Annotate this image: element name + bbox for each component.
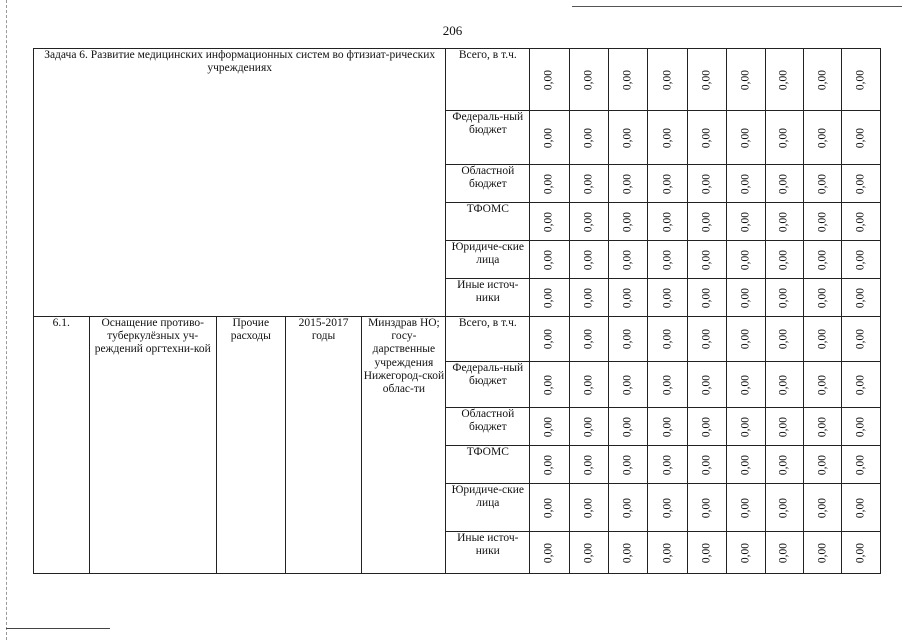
funding-source-cell: Областной бюджет [446,165,530,203]
value-text: 0,00 [816,542,829,563]
value-text: 0,00 [854,69,867,90]
value-text: 0,00 [739,69,752,90]
value-text: 0,00 [621,127,634,148]
value-cell [765,484,803,532]
value-text: 0,00 [621,416,634,437]
value-text: 0,00 [854,249,867,270]
value-cell [727,279,765,317]
value-text: 0,00 [739,173,752,194]
value-text: 0,00 [661,374,674,395]
value-cell [530,165,569,203]
value-cell [765,165,803,203]
value-cell [804,484,842,532]
value-text: 0,00 [816,249,829,270]
value-cell [804,279,842,317]
funding-source-cell: ТФОМС [446,446,530,484]
value-text: 0,00 [854,374,867,395]
value-cell [842,279,881,317]
value-cell [687,49,726,111]
value-text: 0,00 [739,328,752,350]
value-cell [842,317,881,362]
value-cell [648,532,687,574]
value-cell [530,484,569,532]
value-text: 0,00 [661,542,674,563]
value-text: 0,00 [777,127,790,148]
value-text: 0,00 [816,374,829,395]
value-cell [530,203,569,241]
value-text: 0,00 [700,416,713,437]
value-cell [609,203,648,241]
value-cell [530,532,569,574]
value-cell [687,111,726,165]
value-cell [804,362,842,408]
value-cell [765,241,803,279]
value-cell [648,165,687,203]
value-cell [609,165,648,203]
value-text: 0,00 [621,249,634,270]
value-cell [765,279,803,317]
value-cell [687,165,726,203]
value-cell [609,532,648,574]
value-cell [569,362,608,408]
value-cell [609,241,648,279]
value-text: 0,00 [542,416,555,437]
value-text: 0,00 [661,328,674,350]
value-text: 0,00 [621,211,634,232]
value-text: 0,00 [739,374,752,395]
value-text: 0,00 [542,328,555,350]
value-text: 0,00 [777,287,790,308]
funding-source-cell: Федераль-ный бюджет [446,111,530,165]
period: 2015-2017 годы [285,317,362,574]
value-text: 0,00 [777,249,790,270]
value-cell [842,241,881,279]
value-cell [530,362,569,408]
value-cell [569,408,608,446]
value-text: 0,00 [582,497,595,518]
value-cell [569,446,608,484]
value-text: 0,00 [542,127,555,148]
item-number: 6.1. [34,317,90,574]
bottom-rule [6,628,110,629]
top-rule [572,6,902,7]
value-cell [687,446,726,484]
value-text: 0,00 [542,211,555,232]
value-text: 0,00 [777,211,790,232]
margin-dash-line [6,0,7,640]
value-text: 0,00 [542,173,555,194]
value-cell [648,49,687,111]
value-cell [842,165,881,203]
value-text: 0,00 [700,211,713,232]
value-cell [804,408,842,446]
funding-source-cell: Федераль-ный бюджет [446,362,530,408]
value-cell [727,408,765,446]
value-cell [804,203,842,241]
value-cell [804,446,842,484]
value-text: 0,00 [700,287,713,308]
value-cell [687,532,726,574]
value-text: 0,00 [542,69,555,90]
value-text: 0,00 [582,211,595,232]
value-cell [727,203,765,241]
value-cell [530,241,569,279]
funding-source-cell: Всего, в т.ч. [446,49,530,111]
value-text: 0,00 [700,69,713,90]
value-text: 0,00 [777,69,790,90]
value-text: 0,00 [582,127,595,148]
value-cell [765,532,803,574]
value-text: 0,00 [816,328,829,350]
value-cell [648,317,687,362]
value-cell [569,532,608,574]
value-text: 0,00 [621,454,634,475]
value-text: 0,00 [854,328,867,350]
value-cell [609,408,648,446]
value-cell [609,484,648,532]
value-cell [842,446,881,484]
value-cell [687,279,726,317]
value-text: 0,00 [700,497,713,518]
value-text: 0,00 [816,287,829,308]
value-text: 0,00 [582,249,595,270]
value-text: 0,00 [542,249,555,270]
value-text: 0,00 [621,374,634,395]
value-cell [609,317,648,362]
value-cell [648,203,687,241]
value-cell [842,111,881,165]
value-text: 0,00 [777,454,790,475]
value-text: 0,00 [739,249,752,270]
value-text: 0,00 [661,454,674,475]
value-text: 0,00 [739,211,752,232]
value-cell [842,362,881,408]
value-text: 0,00 [777,328,790,350]
value-text: 0,00 [854,173,867,194]
value-cell [648,362,687,408]
value-cell [765,317,803,362]
funding-source-cell: Юридиче-ские лица [446,241,530,279]
table-row [34,49,881,111]
value-cell [765,111,803,165]
funding-source-cell: Областной бюджет [446,408,530,446]
value-cell [648,446,687,484]
value-cell [765,446,803,484]
value-text: 0,00 [739,497,752,518]
value-text: 0,00 [854,287,867,308]
value-cell [530,49,569,111]
value-cell [530,111,569,165]
value-cell [842,203,881,241]
value-text: 0,00 [739,287,752,308]
value-cell [530,279,569,317]
value-text: 0,00 [739,127,752,148]
value-cell [727,484,765,532]
value-cell [609,279,648,317]
value-cell [687,362,726,408]
funding-source-cell: Иные источ-ники [446,279,530,317]
value-cell [648,111,687,165]
value-cell [530,446,569,484]
table-row [34,317,881,362]
value-text: 0,00 [661,287,674,308]
value-text: 0,00 [777,497,790,518]
value-text: 0,00 [542,454,555,475]
value-text: 0,00 [816,454,829,475]
value-text: 0,00 [854,127,867,148]
value-text: 0,00 [661,127,674,148]
value-cell [765,362,803,408]
value-cell [842,408,881,446]
value-cell [804,49,842,111]
value-cell [727,362,765,408]
value-text: 0,00 [582,287,595,308]
value-text: 0,00 [816,211,829,232]
value-cell [609,49,648,111]
value-cell [804,111,842,165]
expense-type: Прочие расходы [216,317,285,574]
value-cell [687,408,726,446]
value-text: 0,00 [700,374,713,395]
value-cell [765,203,803,241]
value-cell [687,241,726,279]
value-text: 0,00 [854,211,867,232]
value-text: 0,00 [661,497,674,518]
value-text: 0,00 [854,497,867,518]
funding-source-cell: Всего, в т.ч. [446,317,530,362]
value-cell [727,241,765,279]
value-cell [842,532,881,574]
value-cell [569,241,608,279]
value-text: 0,00 [542,287,555,308]
value-text: 0,00 [621,69,634,90]
budget-table [33,48,881,574]
value-text: 0,00 [854,454,867,475]
value-cell [842,484,881,532]
value-text: 0,00 [816,69,829,90]
value-cell [804,317,842,362]
value-cell [569,49,608,111]
value-cell [687,484,726,532]
value-text: 0,00 [582,542,595,563]
value-text: 0,00 [854,416,867,437]
value-cell [648,279,687,317]
value-text: 0,00 [661,211,674,232]
value-text: 0,00 [777,173,790,194]
value-cell [609,111,648,165]
value-text: 0,00 [700,249,713,270]
value-text: 0,00 [854,542,867,563]
value-text: 0,00 [700,542,713,563]
value-cell [804,165,842,203]
value-text: 0,00 [661,69,674,90]
value-cell [569,203,608,241]
value-text: 0,00 [582,328,595,350]
value-text: 0,00 [700,173,713,194]
value-cell [569,484,608,532]
value-cell [727,111,765,165]
value-text: 0,00 [777,416,790,437]
value-cell [727,49,765,111]
value-text: 0,00 [542,542,555,563]
value-text: 0,00 [700,328,713,350]
value-cell [727,532,765,574]
value-text: 0,00 [739,416,752,437]
funding-source-cell: ТФОМС [446,203,530,241]
value-cell [609,362,648,408]
value-cell [727,165,765,203]
value-cell [569,165,608,203]
value-text: 0,00 [621,542,634,563]
value-cell [804,532,842,574]
item-name: Оснащение противо-туберкулёзных уч-реждений оргтехни-кой [89,317,216,574]
value-cell [530,317,569,362]
value-cell [569,317,608,362]
value-text: 0,00 [739,542,752,563]
value-text: 0,00 [582,454,595,475]
value-text: 0,00 [621,287,634,308]
value-text: 0,00 [582,374,595,395]
value-cell [648,241,687,279]
value-cell [804,241,842,279]
value-cell [727,446,765,484]
value-text: 0,00 [816,416,829,437]
value-text: 0,00 [542,497,555,518]
task-title: Задача 6. Развитие медицинских информационных систем во фтизиат-рических учреждениях [34,49,446,317]
value-cell [765,49,803,111]
value-text: 0,00 [621,328,634,350]
value-cell [727,317,765,362]
value-cell [648,408,687,446]
value-text: 0,00 [661,173,674,194]
value-text: 0,00 [542,374,555,395]
value-text: 0,00 [700,454,713,475]
funding-source-cell: Юридиче-ские лица [446,484,530,532]
value-cell [648,484,687,532]
value-cell [569,111,608,165]
funding-source-cell: Иные источ-ники [446,532,530,574]
value-cell [765,408,803,446]
value-cell [569,279,608,317]
value-cell [687,317,726,362]
value-text: 0,00 [816,127,829,148]
value-cell [842,49,881,111]
value-text: 0,00 [661,249,674,270]
value-text: 0,00 [777,542,790,563]
value-text: 0,00 [582,173,595,194]
value-text: 0,00 [700,127,713,148]
value-text: 0,00 [621,173,634,194]
page-number: 206 [442,23,463,38]
executor: Минздрав НО; госу-дарственные учреждения Нижегород-ской облас-ти [362,317,446,574]
value-text: 0,00 [661,416,674,437]
value-cell [530,408,569,446]
value-text: 0,00 [816,497,829,518]
value-text: 0,00 [582,69,595,90]
value-text: 0,00 [777,374,790,395]
value-text: 0,00 [582,416,595,437]
value-cell [609,446,648,484]
value-cell [687,203,726,241]
value-text: 0,00 [816,173,829,194]
value-text: 0,00 [739,454,752,475]
value-text: 0,00 [621,497,634,518]
